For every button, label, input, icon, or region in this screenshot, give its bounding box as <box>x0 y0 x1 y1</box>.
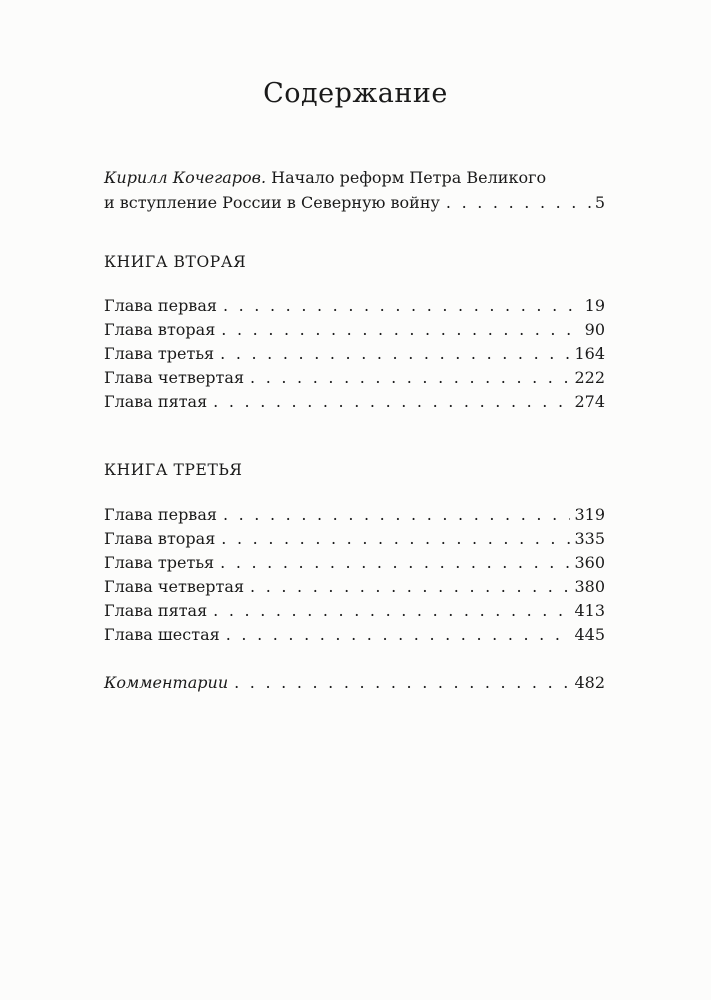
intro-page-number: 5 <box>594 193 605 212</box>
toc-row <box>104 577 605 601</box>
toc-row <box>104 320 605 344</box>
toc-row <box>104 344 605 368</box>
dot-leader <box>234 673 570 692</box>
intro-author: Кирилл Кочегаров. <box>104 168 267 187</box>
page-number: 335 <box>574 529 605 548</box>
book3-heading: КНИГА ТРЕТЬЯ <box>104 461 243 479</box>
chapter-label: Глава первая <box>104 505 217 524</box>
dot-leader <box>220 553 570 572</box>
chapter-label: Глава четвертая <box>104 368 245 387</box>
chapter-label: Глава четвертая <box>104 577 245 596</box>
page-number: 164 <box>574 344 605 363</box>
dot-leader <box>220 344 570 363</box>
book2-chapter-list <box>104 296 605 416</box>
page-number: 319 <box>574 505 605 524</box>
page-number: 413 <box>574 601 605 620</box>
page-number: 222 <box>574 368 605 387</box>
book3-chapter-list <box>104 505 605 649</box>
toc-row <box>104 673 605 697</box>
toc-row <box>104 625 605 649</box>
dot-leader <box>221 529 570 548</box>
intro-line-2 <box>104 190 605 214</box>
chapter-label: Глава вторая <box>104 529 216 548</box>
chapter-label: Глава третья <box>104 553 215 572</box>
intro-title-part-1: Начало реформ Петра Великого <box>271 168 547 187</box>
page-number: 360 <box>574 553 605 572</box>
dot-leader <box>446 190 591 215</box>
toc-row <box>104 529 605 553</box>
chapter-label: Глава шестая <box>104 625 220 644</box>
toc-row <box>104 368 605 392</box>
chapter-label: Глава пятая <box>104 601 208 620</box>
dot-leader <box>221 320 580 339</box>
toc-row <box>104 553 605 577</box>
intro-entry <box>104 165 605 214</box>
dot-leader <box>250 368 570 387</box>
chapter-label: Глава вторая <box>104 320 216 339</box>
dot-leader <box>213 601 570 620</box>
comments-entry <box>104 673 605 697</box>
dot-leader <box>213 392 570 411</box>
chapter-label: Глава первая <box>104 296 217 315</box>
dot-leader <box>223 296 581 315</box>
toc-row <box>104 601 605 625</box>
page-number: 90 <box>584 320 605 339</box>
chapter-label: Глава пятая <box>104 392 208 411</box>
chapter-label: Глава третья <box>104 344 215 363</box>
dot-leader <box>226 625 571 644</box>
toc-row <box>104 392 605 416</box>
toc-row <box>104 296 605 320</box>
comments-label: Комментарии <box>104 673 229 692</box>
dot-leader <box>250 577 570 596</box>
page-number: 482 <box>574 673 605 692</box>
toc-row <box>104 505 605 529</box>
intro-line-1 <box>104 165 605 190</box>
book2-heading: КНИГА ВТОРАЯ <box>104 253 247 271</box>
dot-leader <box>223 505 571 524</box>
page-number: 380 <box>574 577 605 596</box>
intro-title-part-2: и вступление России в Северную войну <box>104 193 440 212</box>
page-number: 445 <box>574 625 605 644</box>
page-title: Содержание <box>263 78 448 109</box>
page-number: 274 <box>574 392 605 411</box>
page-number: 19 <box>584 296 605 315</box>
